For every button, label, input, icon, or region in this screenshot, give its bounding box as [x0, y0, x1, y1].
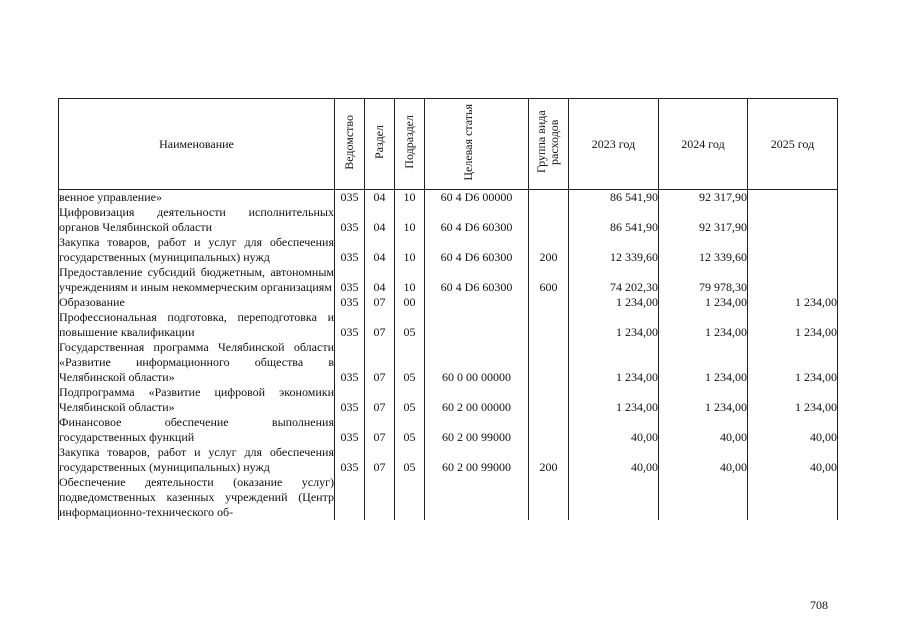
cell-vedomstvo: 035 [335, 310, 365, 340]
cell-celevaya: 60 4 D6 60300 [425, 235, 529, 265]
cell-vedomstvo: 035 [335, 385, 365, 415]
cell-razdel: 07 [365, 310, 395, 340]
cell-2025: 1 234,00 [748, 385, 838, 415]
cell-celevaya: 60 2 00 00000 [425, 385, 529, 415]
cell-celevaya: 60 4 D6 60300 [425, 205, 529, 235]
cell-2024: 1 234,00 [659, 340, 748, 385]
cell-2025 [748, 265, 838, 295]
cell-2023: 74 202,30 [569, 265, 659, 295]
cell-2025: 40,00 [748, 445, 838, 475]
cell-podrazdel: 10 [395, 205, 425, 235]
cell-2025: 1 234,00 [748, 295, 838, 310]
cell-name: Финансовое обеспечение выполнения государственных функций [59, 415, 334, 444]
cell-2024: 92 317,90 [659, 190, 748, 206]
header-podrazdel-cell [395, 99, 425, 190]
cell-2024: 12 339,60 [659, 235, 748, 265]
cell-2025: 40,00 [748, 415, 838, 445]
table-row [59, 310, 838, 340]
cell-celevaya: 60 4 D6 00000 [425, 190, 529, 206]
cell-2025: 1 234,00 [748, 310, 838, 340]
cell-gruppa [529, 205, 569, 235]
header-name: Наименование [59, 99, 335, 190]
cell-2025 [748, 205, 838, 235]
header-podrazdel: Подраздел [402, 115, 416, 169]
cell-vedomstvo: 035 [335, 340, 365, 385]
cell-2023: 1 234,00 [569, 385, 659, 415]
table-row [59, 415, 838, 445]
cell-razdel: 07 [365, 340, 395, 385]
table-row [59, 475, 838, 520]
cell-2024 [659, 475, 748, 520]
cell-podrazdel: 05 [395, 385, 425, 415]
cell-name: Цифровизация деятельности исполнительных органов Челябинской области [59, 205, 334, 234]
cell-name: Предоставление субсидий бюджетным, автономным учреждениям и иным некоммерческим организациям [59, 265, 334, 294]
cell-vedomstvo: 035 [335, 190, 365, 206]
table-row [59, 235, 838, 265]
cell-gruppa: 200 [529, 235, 569, 265]
cell-2024: 1 234,00 [659, 310, 748, 340]
cell-vedomstvo: 035 [335, 295, 365, 310]
cell-2025 [748, 475, 838, 520]
header-2024: 2024 год [659, 99, 748, 190]
cell-name: Подпрограмма «Развитие цифровой экономики Челябинской области» [59, 385, 334, 414]
cell-2025 [748, 235, 838, 265]
cell-razdel: 07 [365, 385, 395, 415]
cell-gruppa: 200 [529, 445, 569, 475]
cell-2023: 86 541,90 [569, 205, 659, 235]
cell-vedomstvo [335, 475, 365, 520]
cell-name: венное управление» [59, 190, 335, 206]
cell-2025: 1 234,00 [748, 340, 838, 385]
cell-vedomstvo: 035 [335, 445, 365, 475]
cell-2023: 1 234,00 [569, 340, 659, 385]
header-vedomstvo: Ведомство [342, 114, 356, 170]
cell-vedomstvo: 035 [335, 235, 365, 265]
header-gruppa: Группа вида расходов [533, 110, 561, 174]
cell-2024: 92 317,90 [659, 205, 748, 235]
cell-2025 [748, 190, 838, 206]
cell-celevaya [425, 475, 529, 520]
cell-2023: 1 234,00 [569, 310, 659, 340]
header-2025: 2025 год [748, 99, 838, 190]
header-celevaya-cell [425, 99, 529, 190]
cell-name: Обеспечение деятельности (оказание услуг) подведомственных казенных учреждений (Центр информационно-технического об- [59, 475, 334, 519]
table-body [59, 190, 838, 521]
cell-podrazdel: 05 [395, 340, 425, 385]
cell-vedomstvo: 035 [335, 265, 365, 295]
cell-razdel: 07 [365, 445, 395, 475]
cell-podrazdel [395, 475, 425, 520]
table-row [59, 340, 838, 385]
table-row [59, 385, 838, 415]
table-row [59, 190, 838, 206]
cell-2023: 12 339,60 [569, 235, 659, 265]
cell-podrazdel: 05 [395, 310, 425, 340]
cell-name: Государственная программа Челябинской области «Развитие информационного общества в Челябинской области» [59, 340, 334, 384]
cell-celevaya [425, 295, 529, 310]
cell-name: Закупка товаров, работ и услуг для обеспечения государственных (муниципальных) нужд [59, 445, 334, 474]
cell-podrazdel: 05 [395, 415, 425, 445]
cell-gruppa [529, 415, 569, 445]
cell-razdel: 04 [365, 235, 395, 265]
cell-gruppa [529, 385, 569, 415]
cell-2024: 40,00 [659, 445, 748, 475]
cell-razdel: 04 [365, 265, 395, 295]
budget-table [58, 98, 838, 520]
cell-2023: 40,00 [569, 445, 659, 475]
cell-razdel [365, 475, 395, 520]
header-2023: 2023 год [569, 99, 659, 190]
cell-name: Образование [59, 295, 335, 310]
table-row [59, 445, 838, 475]
header-celevaya: Целевая статья [460, 103, 475, 181]
header-razdel-cell [365, 99, 395, 190]
cell-gruppa [529, 190, 569, 206]
table-row [59, 205, 838, 235]
header-gruppa-cell [529, 99, 569, 190]
cell-razdel: 07 [365, 415, 395, 445]
cell-podrazdel: 10 [395, 235, 425, 265]
header-razdel: Раздел [372, 125, 386, 159]
cell-razdel: 04 [365, 205, 395, 235]
cell-celevaya: 60 2 00 99000 [425, 445, 529, 475]
cell-vedomstvo: 035 [335, 415, 365, 445]
cell-2023: 86 541,90 [569, 190, 659, 206]
table-row [59, 295, 838, 310]
page-number: 708 [810, 598, 828, 612]
cell-name: Закупка товаров, работ и услуг для обеспечения государственных (муниципальных) нужд [59, 235, 334, 264]
cell-2023: 40,00 [569, 415, 659, 445]
cell-2024: 1 234,00 [659, 385, 748, 415]
cell-gruppa [529, 340, 569, 385]
cell-razdel: 07 [365, 295, 395, 310]
cell-celevaya: 60 2 00 99000 [425, 415, 529, 445]
table-row [59, 265, 838, 295]
cell-celevaya: 60 4 D6 60300 [425, 265, 529, 295]
cell-name: Профессиональная подготовка, переподготовка и повышение квалификации [59, 310, 334, 339]
cell-podrazdel: 05 [395, 445, 425, 475]
cell-gruppa: 600 [529, 265, 569, 295]
cell-2024: 1 234,00 [659, 295, 748, 310]
cell-vedomstvo: 035 [335, 205, 365, 235]
cell-2023: 1 234,00 [569, 295, 659, 310]
cell-gruppa [529, 295, 569, 310]
cell-podrazdel: 00 [395, 295, 425, 310]
cell-gruppa [529, 475, 569, 520]
cell-celevaya [425, 310, 529, 340]
cell-podrazdel: 10 [395, 265, 425, 295]
cell-razdel: 04 [365, 190, 395, 206]
cell-2024: 79 978,30 [659, 265, 748, 295]
cell-celevaya: 60 0 00 00000 [425, 340, 529, 385]
table-header-row [59, 99, 838, 190]
cell-2024: 40,00 [659, 415, 748, 445]
header-vedomstvo-cell [335, 99, 365, 190]
cell-podrazdel: 10 [395, 190, 425, 206]
cell-2023 [569, 475, 659, 520]
cell-gruppa [529, 310, 569, 340]
